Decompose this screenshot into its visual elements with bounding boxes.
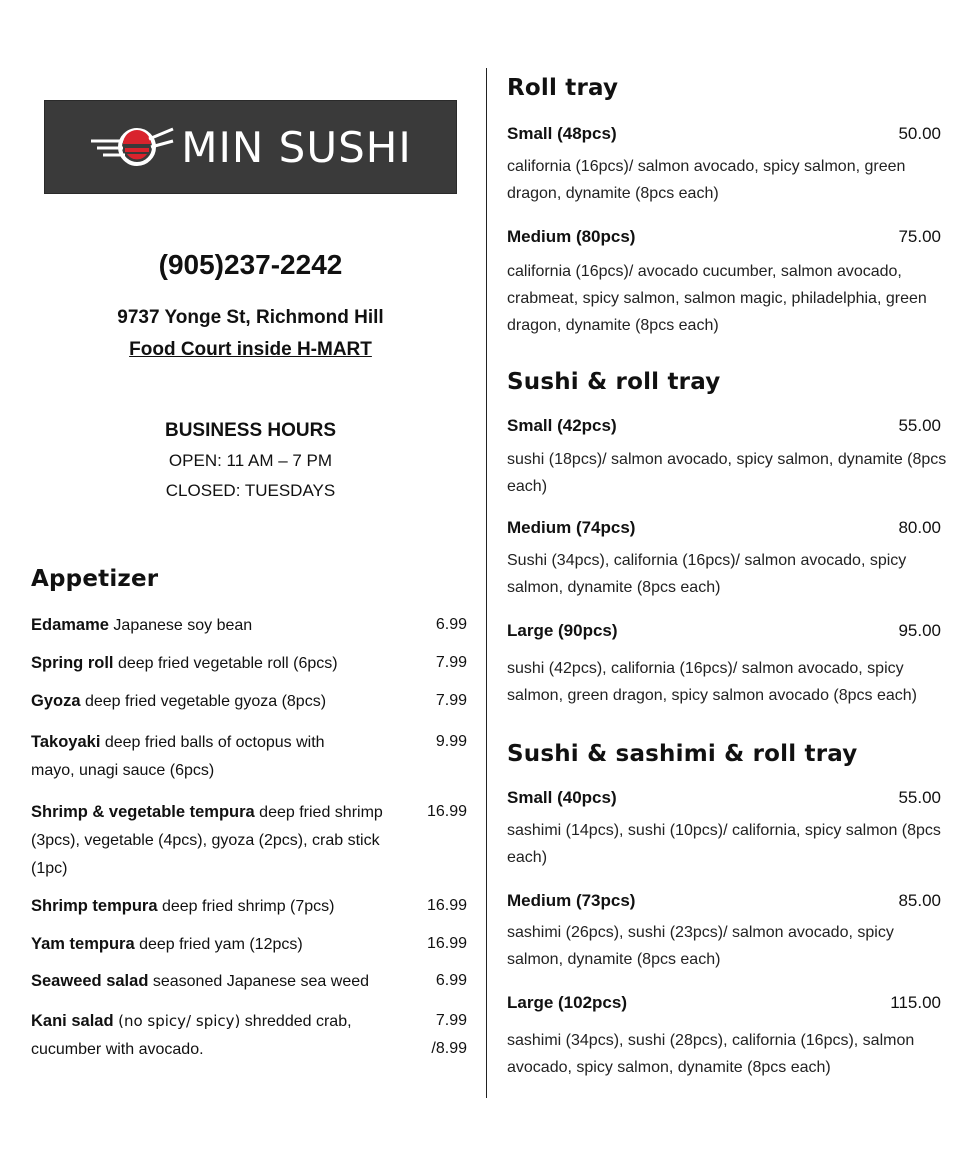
menu-item: Shrimp tempura deep fried shrimp (7pcs) 16.99: [31, 892, 467, 921]
price: 9.99: [435, 733, 467, 750]
tray-description: sashimi (26pcs), sushi (23pcs)/ salmon avocado, spicy salmon, dynamite (8pcs each): [507, 924, 894, 968]
tray-description: sushi (42pcs), california (16pcs)/ salmon avocado, spicy salmon, green dragon, spicy salmon avocado (8pcs each): [507, 660, 917, 704]
sushi-roll-tray-title: Sushi & roll tray: [507, 369, 721, 395]
tray-item: Large (102pcs) 115.00: [507, 993, 941, 1012]
tray-description: sushi (18pcs)/ salmon avocado, spicy salmon, dynamite (8pcs each): [507, 451, 947, 495]
location-note: Food Court inside H-MART: [129, 339, 372, 360]
address: 9737 Yonge St, Richmond Hill: [117, 307, 384, 328]
menu-item: Edamame Japanese soy bean 6.99: [31, 611, 467, 640]
menu-item: Takoyaki deep fried balls of octopus with mayo, unagi sauce (6pcs) 9.99: [31, 728, 467, 785]
roll-tray-title: Roll tray: [507, 75, 619, 101]
column-divider: [486, 68, 487, 1098]
menu-item: Yam tempura deep fried yam (12pcs) 16.99: [31, 930, 467, 959]
price: 85.00: [898, 891, 941, 910]
price: 7.99: [435, 1012, 467, 1029]
hours-closed: CLOSED: TUESDAYS: [165, 481, 336, 500]
tray-item: Small (40pcs) 55.00: [507, 788, 941, 807]
price: 75.00: [898, 227, 941, 246]
price-alt: /8.99: [431, 1040, 467, 1057]
price: 80.00: [898, 518, 941, 537]
brand-logo: [44, 100, 457, 194]
sushi-logo-icon: [89, 117, 175, 177]
price: 95.00: [898, 621, 941, 640]
price: 6.99: [435, 972, 467, 989]
tray-item: Medium (74pcs) 80.00: [507, 518, 941, 537]
tray-item: Large (90pcs) 95.00: [507, 621, 941, 640]
tray-item: Medium (73pcs) 85.00: [507, 891, 941, 910]
tray-item: Small (48pcs) 50.00: [507, 124, 941, 143]
tray-item: Small (42pcs) 55.00: [507, 416, 941, 435]
price: 7.99: [435, 654, 467, 671]
sashimi-tray-title: Sushi & sashimi & roll tray: [507, 741, 858, 767]
price: 50.00: [898, 124, 941, 143]
price: 55.00: [898, 788, 941, 807]
tray-item: Medium (80pcs) 75.00: [507, 227, 941, 246]
brand-name: MIN SUSHI: [181, 122, 412, 172]
menu-item: Spring roll deep fried vegetable roll (6pcs) 7.99: [31, 649, 467, 678]
price: 115.00: [890, 993, 941, 1012]
price: 7.99: [435, 692, 467, 709]
tray-description: california (16pcs)/ avocado cucumber, salmon avocado, crabmeat, spicy salmon, salmon magic, philadelphia, green dragon, dynamite (8pcs each): [507, 263, 927, 334]
price: 16.99: [426, 935, 467, 952]
tray-description: sashimi (34pcs), sushi (28pcs), california (16pcs), salmon avocado, spicy salmon, dynamite (8pcs each): [507, 1032, 915, 1076]
menu-item: Gyoza deep fried vegetable gyoza (8pcs) 7.99: [31, 687, 467, 716]
price: 16.99: [426, 803, 467, 820]
price: 6.99: [435, 616, 467, 633]
price: 16.99: [426, 897, 467, 914]
hours-open: OPEN: 11 AM – 7 PM: [168, 451, 333, 470]
menu-item: Kani salad (no spicy/ spicy) shredded crab, cucumber with avocado. 7.99 /8.99: [31, 1007, 467, 1064]
menu-item: Seaweed salad seasoned Japanese sea weed 6.99: [31, 967, 467, 996]
menu-item: Shrimp & vegetable tempura deep fried shrimp (3pcs), vegetable (4pcs), gyoza (2pcs), crab stick (1pc) 16.99: [31, 798, 467, 883]
phone-number: (905)237-2242: [158, 249, 343, 280]
tray-description: Sushi (34pcs), california (16pcs)/ salmon avocado, spicy salmon, dynamite (8pcs each): [507, 552, 907, 596]
appetizer-title: Appetizer: [31, 566, 159, 592]
tray-description: sashimi (14pcs), sushi (10pcs)/ california, spicy salmon (8pcs each): [507, 822, 941, 866]
hours-title: BUSINESS HOURS: [164, 420, 337, 441]
price: 55.00: [898, 416, 941, 435]
tray-description: california (16pcs)/ salmon avocado, spicy salmon, green dragon, dynamite (8pcs each): [507, 158, 906, 202]
